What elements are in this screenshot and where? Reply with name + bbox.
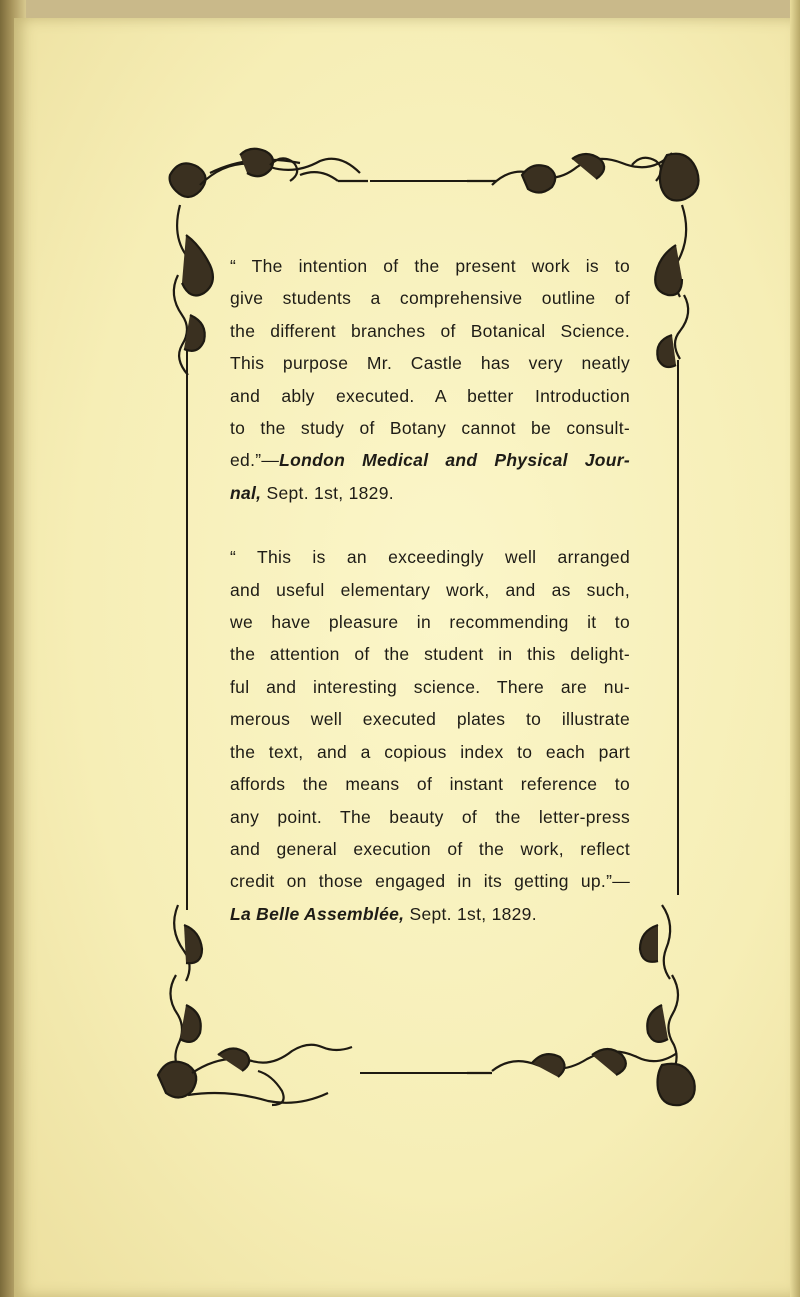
text-fragment: ed.”—	[230, 450, 280, 471]
text-line: the attention of the student in this delight-	[230, 644, 630, 665]
text-line: the different branches of Botanical Science.	[230, 320, 630, 341]
source-citation: La Belle Assemblée,	[230, 903, 405, 924]
citation-date: Sept. 1st, 1829.	[404, 903, 537, 924]
text-line: and general execution of the work, reflect	[230, 838, 630, 859]
text-line: “ The intention of the present work is to	[230, 256, 630, 276]
text-line: we have pleasure in recommending it to	[230, 612, 630, 633]
text-line: “ This is an exceedingly well arranged	[230, 547, 630, 568]
text-line	[230, 444, 630, 476]
text-line	[230, 898, 630, 930]
text-line: and ably executed. A better Introduction	[230, 385, 630, 406]
text-line: affords the means of instant reference to	[230, 774, 630, 795]
source-citation-cont: nal,	[230, 482, 262, 503]
review-london-medical	[230, 250, 630, 509]
frame-left-rule	[186, 350, 188, 910]
source-citation: London Medical and Physical Jour-	[279, 450, 630, 471]
text-line	[230, 477, 630, 509]
frame-top-rule	[370, 180, 470, 182]
frame-right-rule	[677, 360, 679, 895]
text-line: ful and interesting science. There are nu-	[230, 676, 630, 697]
text-line: merous well executed plates to illustrate	[230, 709, 630, 730]
review-la-belle-assemblee	[230, 541, 630, 930]
page-edge	[790, 0, 800, 1297]
text-line: the text, and a copious index to each part	[230, 741, 630, 762]
reviews-text	[230, 250, 630, 930]
text-line: any point. The beauty of the letter-press	[230, 806, 630, 827]
text-line: This purpose Mr. Castle has very neatly	[230, 353, 630, 374]
citation-date: Sept. 1st, 1829.	[261, 482, 394, 503]
text-line: give students a comprehensive outline of	[230, 288, 630, 309]
text-line: credit on those engaged in its getting up.”—	[230, 871, 630, 892]
text-line: to the study of Botany cannot be consult-	[230, 418, 630, 439]
text-line: and useful elementary work, and as such,	[230, 579, 630, 600]
